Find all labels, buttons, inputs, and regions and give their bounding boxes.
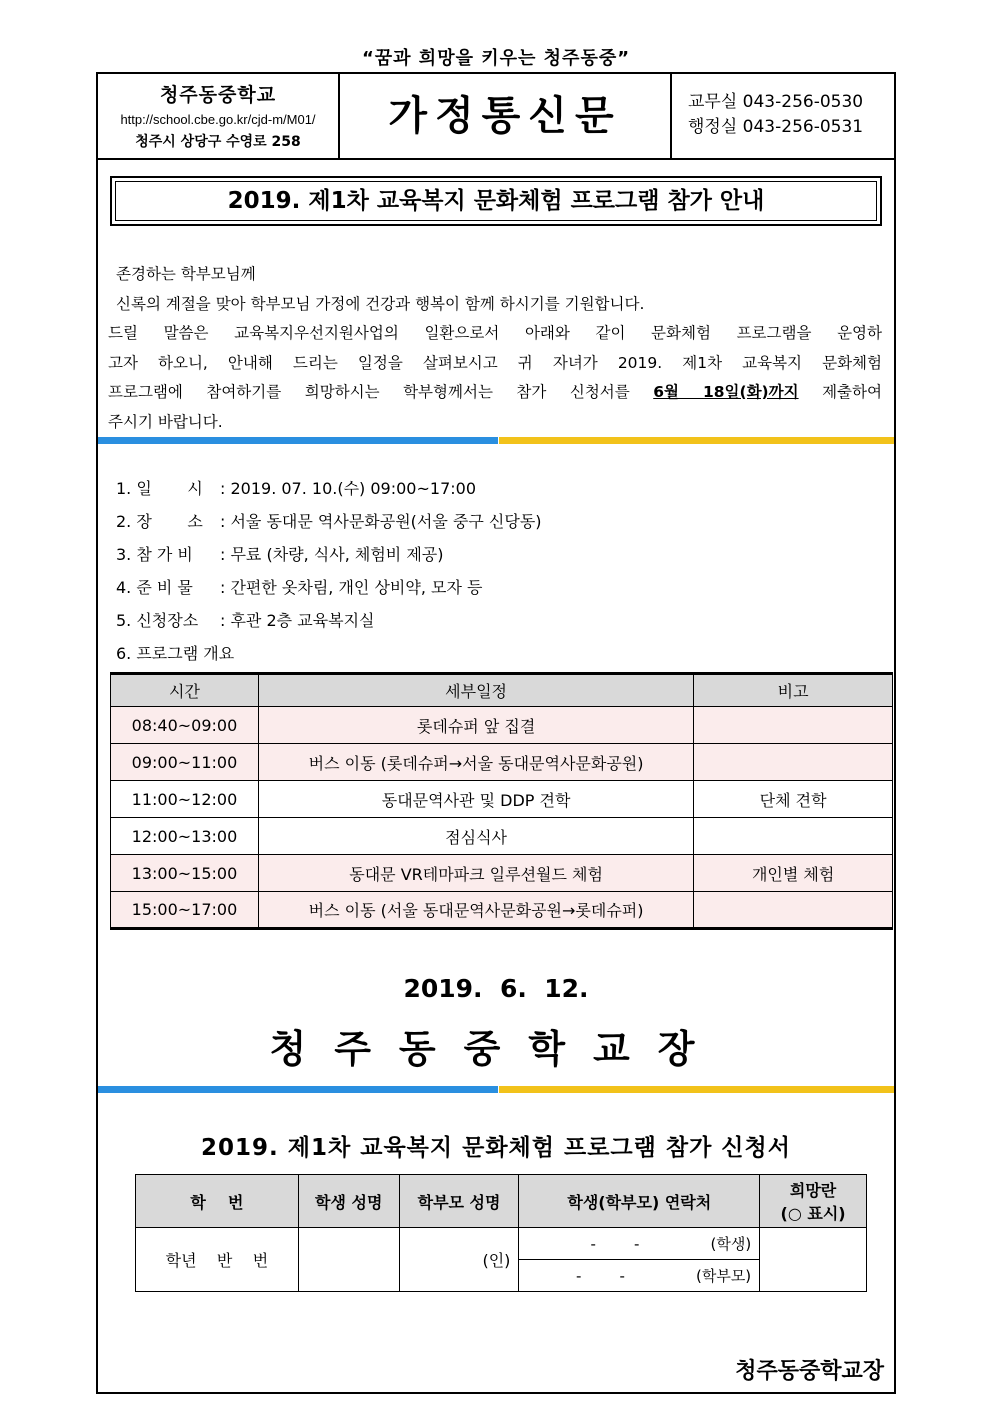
detail-place: 2. 장 소 : 서울 동대문 역사문화공원(서울 중구 신당동) xyxy=(116,512,542,531)
schedule-time: 12:00~13:00 xyxy=(111,818,259,855)
schedule-note: 개인별 체험 xyxy=(694,855,893,892)
schedule-header-detail: 세부일정 xyxy=(258,674,693,707)
detail-supplies: 4. 준 비 물 : 간편한 옷차림, 개인 상비약, 모자 등 xyxy=(116,578,483,597)
letter-line: 신록의 계절을 맞아 학부모님 가정에 건강과 행복이 함께 하시기를 기원합니다. xyxy=(116,294,645,313)
letter-line: 주시기 바랍니다. xyxy=(108,412,223,431)
contact-academic-office: 교무실 043-256-0530 xyxy=(688,92,864,112)
parent-contact-field[interactable]: - - (학부모) xyxy=(519,1260,760,1292)
school-url[interactable]: http://school.cbe.go.kr/cjd-m/M01/ xyxy=(120,112,316,127)
form-header-contact: 학생(학부모) 연락처 xyxy=(519,1175,760,1228)
schedule-table xyxy=(110,672,893,930)
detail-program-overview: 6. 프로그램 개요 xyxy=(116,644,235,663)
wish-field[interactable] xyxy=(760,1228,867,1292)
divider-band xyxy=(98,1086,894,1093)
schedule-detail: 동대문역사관 및 DDP 견학 xyxy=(258,781,693,818)
schedule-time: 15:00~17:00 xyxy=(111,892,259,929)
form-header-wish: 희망란 (○ 표시) xyxy=(760,1175,867,1228)
schedule-row xyxy=(111,892,893,929)
schedule-note xyxy=(694,707,893,744)
form-header-student-name: 학생 성명 xyxy=(298,1175,399,1228)
schedule-row xyxy=(111,818,893,855)
schedule-row xyxy=(111,707,893,744)
letter-line: 고자 하오니, 안내해 드리는 일정을 살펴보시고 귀 자녀가 2019. 제1차 교육복지 문화체험 xyxy=(108,353,882,372)
deadline: 6월 18일(화)까지 xyxy=(653,383,799,401)
form-header-parent-name: 학부모 성명 xyxy=(399,1175,519,1228)
student-name-field[interactable] xyxy=(298,1228,399,1292)
detail-apply-place: 5. 신청장소 : 후관 2층 교육복지실 xyxy=(116,611,375,630)
newsletter-header xyxy=(98,74,894,160)
schedule-header-note: 비고 xyxy=(694,674,893,707)
issue-date: 2019. 6. 12. xyxy=(403,974,589,1003)
school-info xyxy=(98,74,340,158)
letter-line: 드릴 말씀은 교육복지우선지원사업의 일환으로서 아래와 같이 문화체험 프로그램을 운영하 xyxy=(108,324,882,342)
schedule-note: 단체 견학 xyxy=(694,781,893,818)
schedule-row xyxy=(111,744,893,781)
schedule-detail: 점심식사 xyxy=(258,818,693,855)
letter-body xyxy=(108,260,882,437)
notice-title-box xyxy=(110,176,882,226)
notice-title: 2019. 제1차 교육복지 문화체험 프로그램 참가 안내 xyxy=(115,181,877,221)
application-title: 2019. 제1차 교육복지 문화체험 프로그램 참가 신청서 xyxy=(201,1135,791,1161)
school-address: 청주시 상당구 수영로 258 xyxy=(135,134,301,150)
schedule-row xyxy=(111,781,893,818)
form-header-student-no: 학 번 xyxy=(136,1175,299,1228)
schedule-time: 09:00~11:00 xyxy=(111,744,259,781)
signoff: 청주동중학교장 xyxy=(735,1359,884,1384)
schedule-time: 08:40~09:00 xyxy=(111,707,259,744)
schedule-header-time: 시간 xyxy=(111,674,259,707)
schedule-time: 13:00~15:00 xyxy=(111,855,259,892)
schedule-detail: 버스 이동 (서울 동대문역사문화공원→롯데슈퍼) xyxy=(258,892,693,929)
schedule-note xyxy=(694,744,893,781)
greeting: 존경하는 학부모님께 xyxy=(116,265,256,283)
detail-date: 1. 일 시 : 2019. 07. 10.(수) 09:00~17:00 xyxy=(116,479,476,498)
principal-signature: 청주동중학교장 xyxy=(269,1027,723,1071)
schedule-note xyxy=(694,818,893,855)
application-form xyxy=(135,1174,867,1292)
schedule-note xyxy=(694,892,893,929)
schedule-row xyxy=(111,855,893,892)
schedule-time: 11:00~12:00 xyxy=(111,781,259,818)
schedule-detail: 버스 이동 (롯데슈퍼→서울 동대문역사문화공원) xyxy=(258,744,693,781)
contact-admin-office: 행정실 043-256-0531 xyxy=(688,117,864,137)
parent-name-field[interactable]: (인) xyxy=(399,1228,519,1292)
contact-info xyxy=(688,90,863,140)
student-no-field[interactable]: 학년 반 번 xyxy=(136,1228,299,1292)
schedule-detail: 동대문 VR테마파크 일루션월드 체험 xyxy=(258,855,693,892)
letter-line: 프로그램에 참여하기를 희망하시는 학부형께서는 참가 신청서를 6월 18일(화)까지 제출하여 xyxy=(108,383,882,401)
divider-band xyxy=(98,437,894,444)
slogan: “꿈과 희망을 키우는 청주동중” xyxy=(361,48,631,69)
schedule-detail: 롯데슈퍼 앞 집결 xyxy=(258,707,693,744)
detail-fee: 3. 참 가 비 : 무료 (차량, 식사, 체험비 제공) xyxy=(116,545,444,564)
student-contact-field[interactable]: - - (학생) xyxy=(519,1228,760,1260)
event-details xyxy=(116,472,542,670)
newsletter-title: 가정통신문 xyxy=(340,74,672,158)
school-name: 청주동중학교 xyxy=(159,84,277,106)
newsletter-frame xyxy=(96,72,896,1394)
